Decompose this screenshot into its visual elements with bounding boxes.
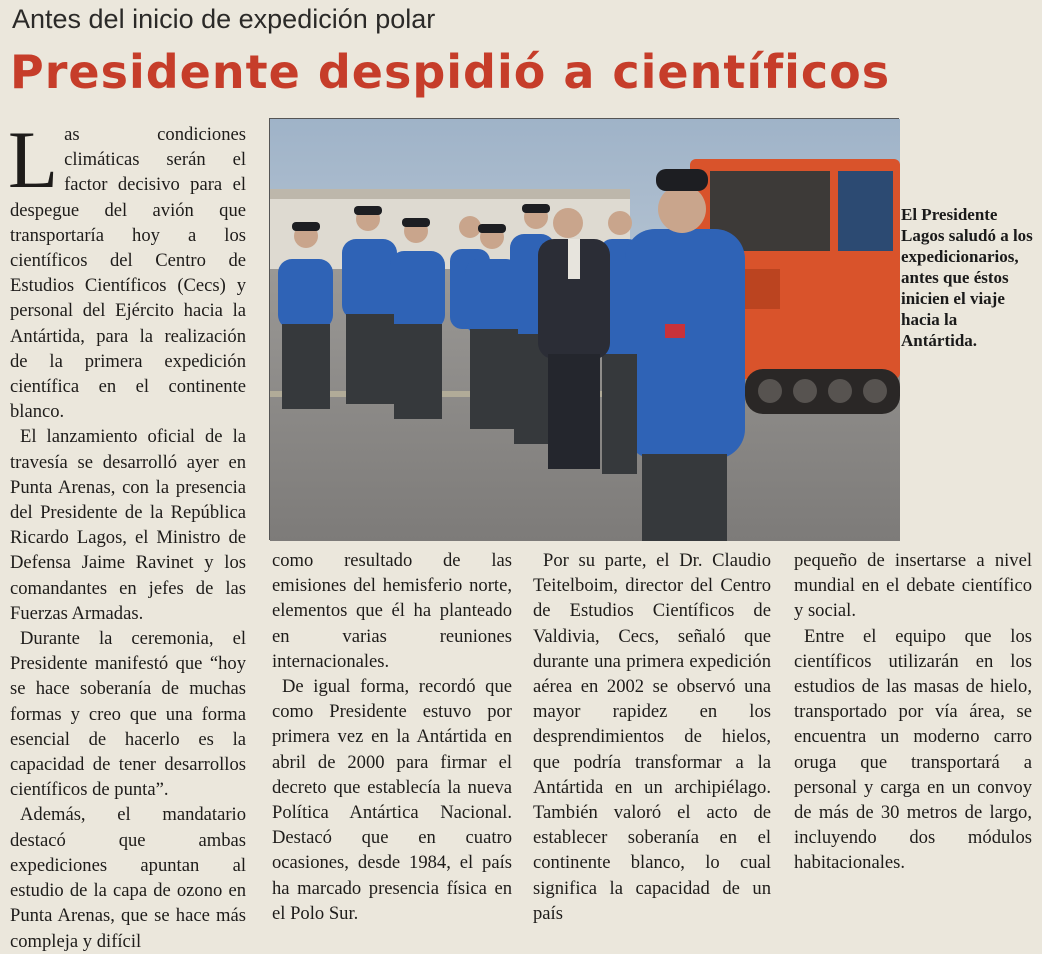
photo-caption: El Presidente Lagos saludó a los expedicionarios, antes que éstos inicien el viaje hacia la Antártida. [901, 205, 1033, 350]
col1-paragraph-3: Durante la ceremonia, el Presidente manifestó que “hoy se hace soberanía de muchas formas y creo que una forma esencial de hacerlo es la capacidad de tener desarrollos científicos de punta”. [10, 628, 246, 801]
article-column-2 [272, 548, 512, 924]
col2-paragraph-1: como resultado de las emisiones del hemisferio norte, elementos que él ha planteado en varias reuniones internacionales. [272, 550, 512, 672]
headline: Presidente despidió a científicos [10, 45, 891, 99]
col1-paragraph-2: El lanzamiento oficial de la travesía se desarrolló ayer en Punta Arenas, con la presencia del Presidente de la República Ricardo Lagos, el Ministro de Defensa Jaime Ravinet y los comandantes en jefes de las Fuerzas Armadas. [10, 426, 246, 624]
kicker: Antes del inicio de expedición polar [12, 4, 436, 34]
col2-paragraph-2: De igual forma, recordó que como Presidente estuvo por primera vez en la Antártida en abril de 2000 para firmar el decreto que establecía la nueva Política Antártica Nacional. Destacó que en cuatro ocasiones, desde 1984, el país ha marcado presencia física en el Polo Sur. [272, 676, 512, 924]
news-photo [269, 118, 899, 540]
building-roof [270, 189, 630, 199]
drop-cap: L [8, 114, 59, 205]
col1-paragraph-4: Además, el mandatario destacó que ambas expediciones apuntan al estudio de la capa de ozono en Punta Arenas, que se hace más compleja y difícil [10, 804, 246, 952]
col1-p1-text: as condiciones climáticas serán el factor decisivo para el despegue del avión que transportaría hoy a los científicos del Centro de Estudios Científicos (Cecs) y personal del Ejército hacia la Antártida, para la realización de la primera expedición científica en el continente blanco. [10, 124, 246, 423]
flag-patch [665, 324, 685, 338]
photo-illustration [270, 119, 900, 541]
col1-paragraph-1 [8, 114, 246, 424]
col3-paragraph-1: Por su parte, el Dr. Claudio Teitelboim, director del Centro de Estudios Científicos de Valdivia, Cecs, señaló que durante una primera expedición aérea en 2002 se observó una mayor rapidez en los desprendimientos de hielos, que podría transformar a la Antártida en un archipiélago. También valoró el acto de establecer soberanía en el continente blanco, lo cual significa la capacidad de un país [533, 550, 771, 924]
article-column-4 [794, 548, 1032, 880]
article-column-3 [533, 548, 771, 924]
article-column-1 [8, 114, 246, 952]
col4-paragraph-2: Entre el equipo que los científicos utilizarán en los estudios de las masas de hielo, transportado por vía área, se encuentra un moderno carro oruga que transportará a personal y carga en un convoy de más de 30 metros de largo, incluyendo dos módulos habitacionales. [794, 625, 1032, 874]
col4-paragraph-1: pequeño de insertarse a nivel mundial en el debate científico y social. [794, 550, 1032, 622]
